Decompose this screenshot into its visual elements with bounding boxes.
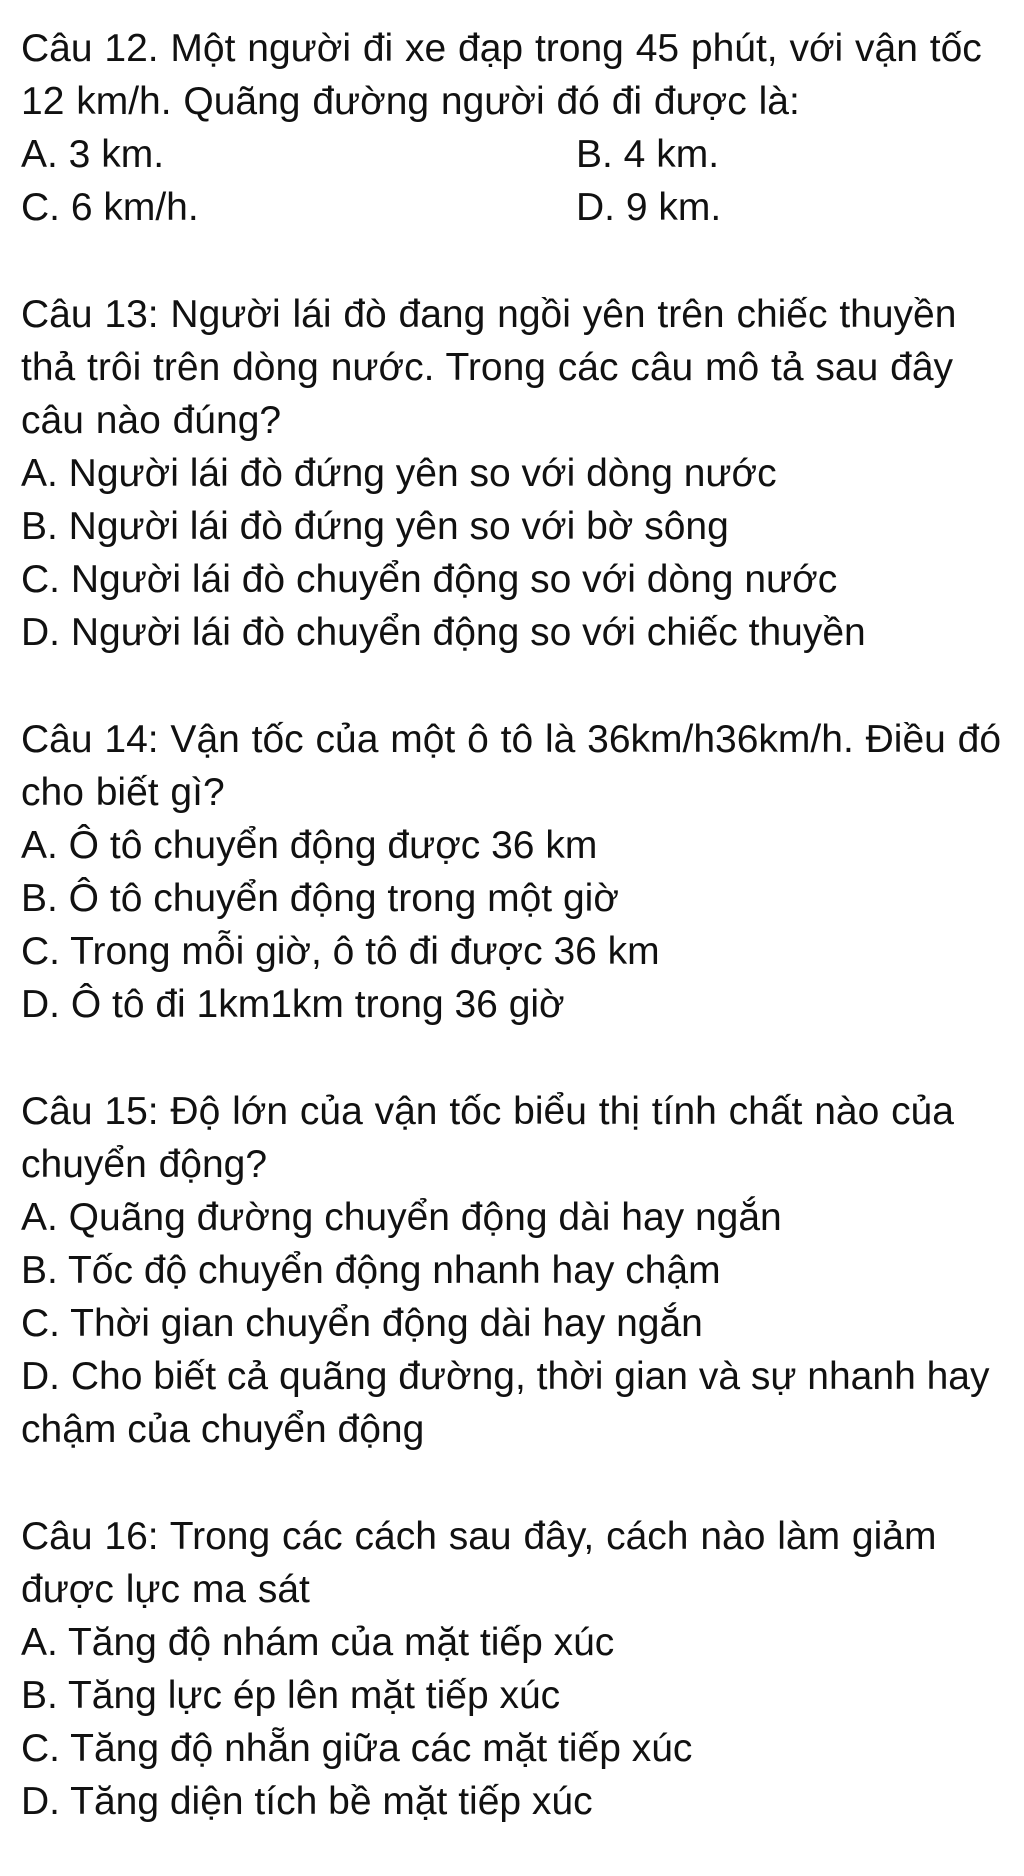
question-15-option-a: A. Quãng đường chuyển động dài hay ngắn	[21, 1196, 782, 1239]
question-15-option-c: C. Thời gian chuyển động dài hay ngắn	[21, 1302, 703, 1345]
question-14	[21, 713, 1010, 1031]
question-14-option-c: C. Trong mỗi giờ, ô tô đi được 36 km	[21, 930, 660, 973]
question-16-option-d: D. Tăng diện tích bề mặt tiếp xúc	[21, 1780, 593, 1823]
question-13-option-a: A. Người lái đò đứng yên so với dòng nước	[21, 452, 777, 495]
question-16-option-b: B. Tăng lực ép lên mặt tiếp xúc	[21, 1674, 561, 1717]
question-15-option-d: D. Cho biết cả quãng đường, thời gian và sự nhanh hay chậm của chuyển động	[21, 1355, 990, 1451]
question-12-option-c: C. 6 km/h.	[21, 186, 199, 229]
question-12-text: Câu 12. Một người đi xe đạp trong 45 phút, với vận tốc 12 km/h. Quãng đường người đó đi được là:	[21, 27, 982, 123]
question-12-option-b: B. 4 km.	[576, 133, 720, 176]
question-13-option-c: C. Người lái đò chuyển động so với dòng nước	[21, 558, 838, 601]
question-16-option-a: A. Tăng độ nhám của mặt tiếp xúc	[21, 1621, 615, 1664]
question-14-option-a: A. Ô tô chuyển động được 36 km	[21, 824, 598, 867]
question-12	[21, 22, 1010, 234]
question-15-text: Câu 15: Độ lớn của vận tốc biểu thị tính chất nào của chuyển động?	[21, 1090, 954, 1186]
question-13-option-b: B. Người lái đò đứng yên so với bờ sông	[21, 505, 729, 548]
question-12-option-d: D. 9 km.	[576, 186, 722, 229]
question-13	[21, 288, 1010, 659]
question-13-option-d: D. Người lái đò chuyển động so với chiếc thuyền	[21, 611, 866, 654]
question-14-text: Câu 14: Vận tốc của một ô tô là 36km/h36km/h. Điều đó cho biết gì?	[21, 718, 1002, 814]
question-16	[21, 1510, 1010, 1828]
question-16-text: Câu 16: Trong các cách sau đây, cách nào làm giảm được lực ma sát	[21, 1515, 937, 1611]
question-15	[21, 1085, 1010, 1456]
question-16-option-c: C. Tăng độ nhẵn giữa các mặt tiếp xúc	[21, 1727, 693, 1770]
question-15-option-b: B. Tốc độ chuyển động nhanh hay chậm	[21, 1249, 721, 1292]
question-14-option-b: B. Ô tô chuyển động trong một giờ	[21, 877, 619, 920]
question-14-option-d: D. Ô tô đi 1km1km trong 36 giờ	[21, 983, 565, 1026]
question-13-text: Câu 13: Người lái đò đang ngồi yên trên chiếc thuyền thả trôi trên dòng nước. Trong các câu mô tả sau đây câu nào đúng?	[21, 293, 957, 442]
question-12-option-a: A. 3 km.	[21, 133, 165, 176]
question-12-options	[21, 128, 1010, 234]
